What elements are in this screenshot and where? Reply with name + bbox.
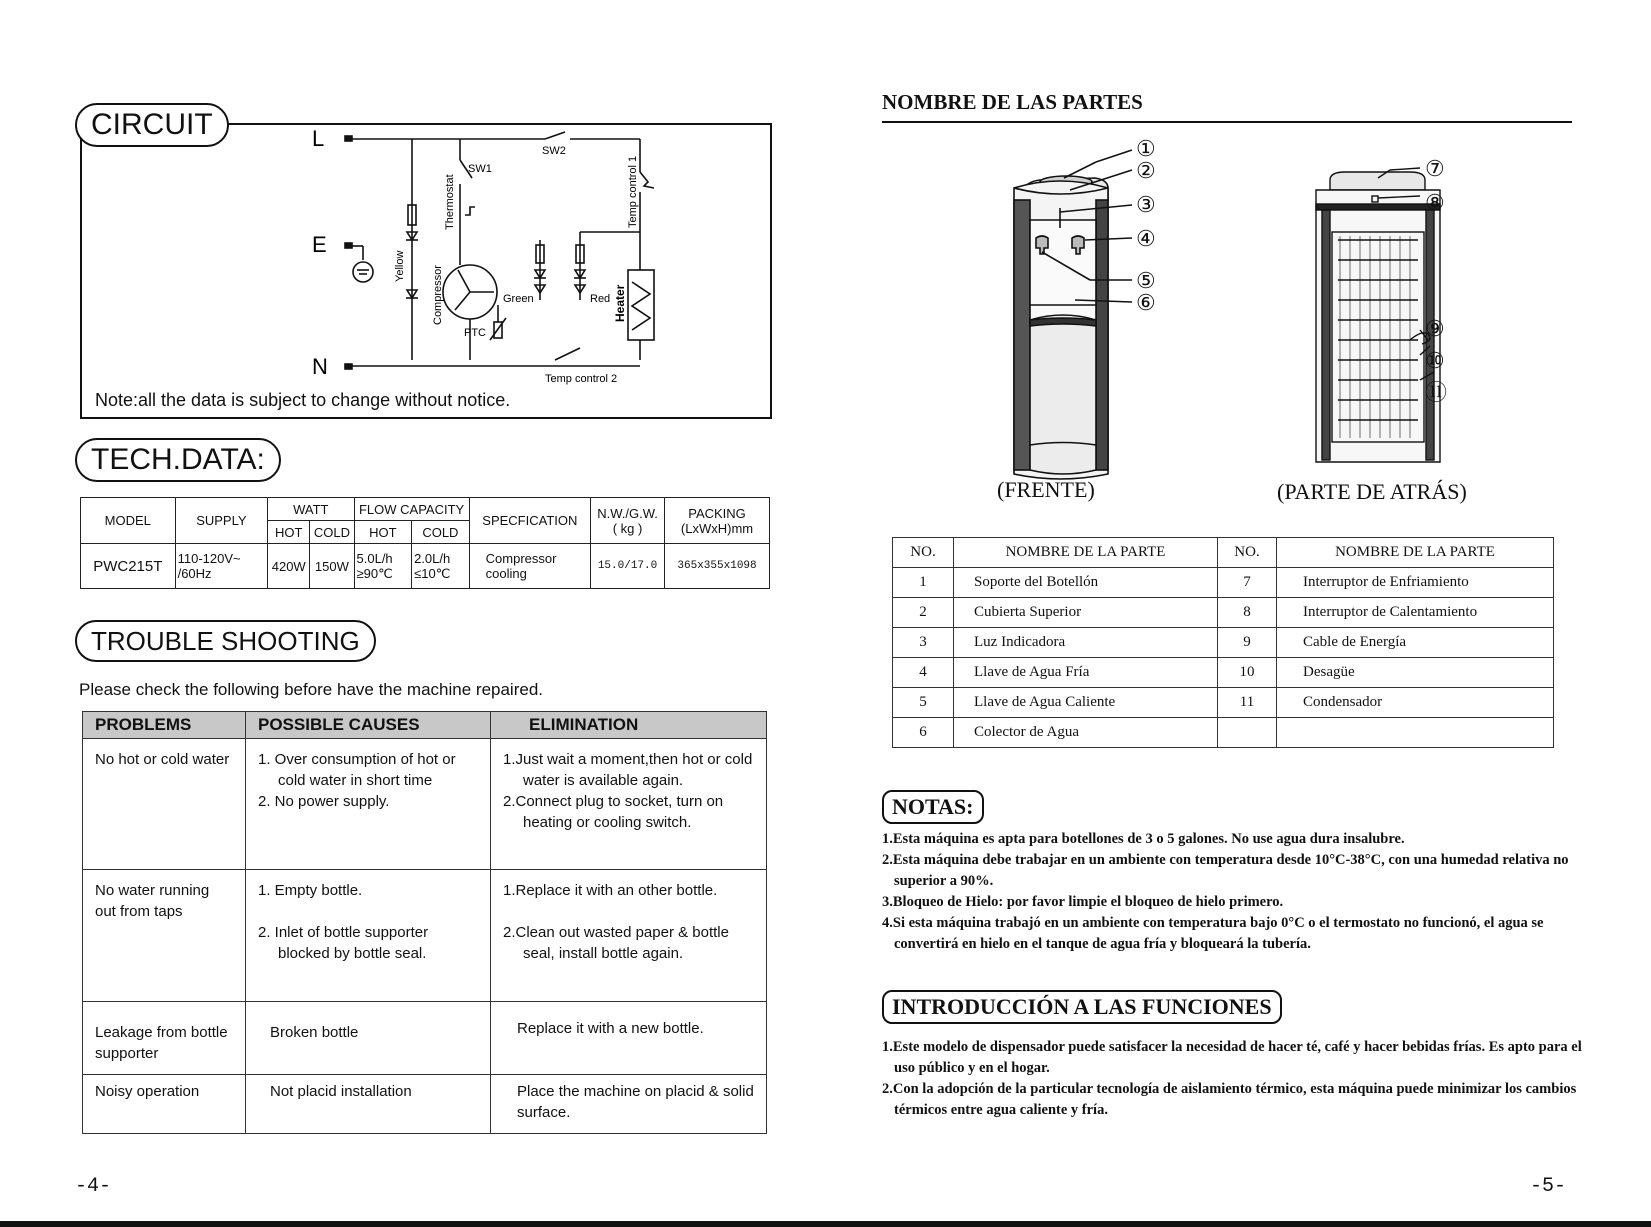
trouble-intro: Please check the following before have the machine repaired. [79,680,544,699]
tech-header-nwgw-label: N.W./G.W. [597,505,658,521]
tech-header-flow: FLOW CAPACITY [354,498,469,521]
circuit-label-green: Green [503,293,534,305]
parts-row [893,718,1554,748]
part-no-empty [1218,718,1277,748]
circuit-label-temp-control-1: Temp control 1 [627,155,639,228]
trouble-cause-item: Broken bottle [246,1002,491,1075]
circuit-label-n: N [312,354,328,379]
part-no: 6 [893,718,954,748]
tech-flow-cold-rate: 2.0L/h [414,550,451,566]
trouble-row [83,1075,767,1134]
tech-data-table [80,497,770,589]
part-no: 5 [893,688,954,718]
callout-4: ④ [1136,226,1156,251]
trouble-problem: Leakage from bottle supporter [83,1002,246,1075]
notes-list [882,829,1572,955]
front-caption: (FRENTE) [997,477,1095,502]
part-name: Cubierta Superior [954,598,1218,628]
trouble-causes [246,870,491,1002]
tech-packing: 365x355x1098 [665,544,770,589]
parts-title-rule [882,121,1572,123]
parts-title: NOMBRE DE LAS PARTES [882,90,1143,114]
part-no: 10 [1218,658,1277,688]
tech-flow-cold [412,544,470,589]
tech-header-hot: HOT [268,521,310,544]
tech-header-nwgw [591,498,665,544]
part-no: 9 [1218,628,1277,658]
trouble-elimination-item: Place the machine on placid & solid surface. [491,1075,767,1134]
tech-header-cold: COLD [310,521,354,544]
trouble-title: TROUBLE SHOOTING [75,620,376,662]
part-no: 7 [1218,568,1277,598]
page-number-left: -4- [75,1175,112,1198]
part-no: 11 [1218,688,1277,718]
intro-list [882,1037,1582,1121]
notes-title: NOTAS: [882,790,984,824]
tech-flow-hot-temp: ≥90℃ [356,565,393,581]
part-no: 3 [893,628,954,658]
trouble-elimination-item: 2.Connect plug to socket, turn on heating or cooling switch. [503,793,724,831]
tech-header-flow-cold: COLD [412,521,470,544]
page-number-right: -5- [1530,1175,1567,1198]
parts-header-name: NOMBRE DE LA PARTE [954,538,1218,568]
part-no: 2 [893,598,954,628]
front-view-illustration [1000,136,1200,480]
tech-header-supply: SUPPLY [175,498,268,544]
circuit-note: Note:all the data is subject to change without notice. [95,390,511,410]
callout-1: ① [1136,136,1156,161]
callout-3: ③ [1136,192,1156,217]
trouble-problem: No water running out from taps [83,870,246,1002]
tech-spec-line-2: cooling [485,566,527,581]
back-caption: (PARTE DE ATRÁS) [1277,479,1467,504]
tech-supply [175,544,268,589]
trouble-causes [246,739,491,870]
callout-9: ⑨ [1425,316,1445,341]
circuit-label-yellow: Yellow [394,250,406,282]
parts-row [893,658,1554,688]
trouble-cause-item: 2. No power supply. [258,793,390,810]
parts-table [892,537,1554,748]
part-name: Condensador [1277,688,1554,718]
tech-spec-line-1: Compressor [485,551,557,566]
tech-header-packing-unit: (LxWxH)mm [680,520,754,536]
parts-header-name-2: NOMBRE DE LA PARTE [1277,538,1554,568]
tech-header-watt: WATT [268,498,354,521]
circuit-label-sw2: SW2 [542,145,566,157]
circuit-diagram [0,0,780,420]
circuit-label-heater: Heater [613,284,627,322]
tech-flow-hot [354,544,412,589]
part-name: Luz Indicadora [954,628,1218,658]
trouble-elimination-item: 1.Replace it with an other bottle. [503,882,718,899]
trouble-elimination-item: Replace it with a new bottle. [491,1002,767,1075]
notes-item: 4.Si esta máquina trabajó en un ambiente con temperatura bajo 0°C o el termostato no funcionó, el agua se convertirá en hielo en el tanque de agua fría y bloqueará la tubería. [882,915,1544,952]
part-no: 1 [893,568,954,598]
parts-row [893,598,1554,628]
page-bottom-edge [0,1221,1651,1227]
tech-supply-voltage: 110-120V~ [177,551,241,566]
trouble-elimination [491,739,767,870]
part-name: Interruptor de Enfriamiento [1277,568,1554,598]
part-name: Llave de Agua Caliente [954,688,1218,718]
callout-7: ⑦ [1425,156,1445,181]
tech-header-spec: SPECFICATION [469,498,590,544]
trouble-cause-item: 1. Over consumption of hot or cold water in short time [258,751,456,789]
notes-item: 3.Bloqueo de Hielo: por favor limpie el bloqueo de hielo primero. [882,894,1284,910]
callout-11: ⑪ [1425,380,1448,405]
circuit-label-l: L [312,126,325,151]
trouble-table [82,711,767,1134]
tech-header-kg: ( kg ) [612,520,643,536]
parts-header-no-2: NO. [1218,538,1277,568]
intro-item: 2.Con la adopción de la particular tecnología de aislamiento térmico, esta máquina puede minimizar los cambios térmicos entre agua caliente y fría. [882,1081,1577,1118]
parts-row [893,688,1554,718]
back-view-illustration [1300,150,1480,470]
tech-watt-cold: 150W [310,544,354,589]
tech-watt-hot: 420W [268,544,310,589]
trouble-header-problems: PROBLEMS [83,712,246,739]
part-name: Soporte del Botellón [954,568,1218,598]
trouble-row [83,1002,767,1075]
tech-title: TECH.DATA: [75,438,281,482]
circuit-label-thermostat: Thermostat [444,174,456,230]
callout-8: ⑧ [1425,190,1445,215]
trouble-header-elimination: ELIMINATION [491,712,767,739]
trouble-problem: Noisy operation [83,1075,246,1134]
trouble-row [83,739,767,870]
circuit-label-temp-control-2: Temp control 2 [545,373,618,385]
parts-header-no: NO. [893,538,954,568]
trouble-row [83,870,767,1002]
circuit-label-e: E [312,232,327,257]
notes-item: 2.Esta máquina debe trabajar en un ambiente con temperatura desde 10°C-38°C, con una humedad relativa no superior a 90%. [882,852,1569,889]
intro-item: 1.Este modelo de dispensador puede satisfacer la necesidad de hacer té, café y hacer bebidas frías. Es apto para el uso público y en el hogar. [882,1039,1582,1076]
trouble-cause-item: 2. Inlet of bottle supporter blocked by bottle seal. [258,924,429,962]
tech-flow-hot-rate: 5.0L/h [356,550,393,566]
circuit-label-sw1: SW1 [468,163,492,175]
circuit-title: CIRCUIT [75,103,229,147]
circuit-label-red: Red [590,293,611,305]
callout-6: ⑥ [1136,290,1156,315]
tech-supply-frequency: /60Hz [177,566,212,581]
trouble-header-causes: POSSIBLE CAUSES [246,712,491,739]
part-name: Colector de Agua [954,718,1218,748]
trouble-elimination-item: 2.Clean out wasted paper & bottle seal, install bottle again. [503,924,729,962]
tech-nwgw: 15.0/17.0 [591,544,665,589]
tech-header-flow-hot: HOT [354,521,412,544]
tech-spec [469,544,590,589]
tech-header-packing [665,498,770,544]
part-name: Interruptor de Calentamiento [1277,598,1554,628]
part-no: 8 [1218,598,1277,628]
trouble-problem: No hot or cold water [83,739,246,870]
part-name: Desagüe [1277,658,1554,688]
part-name: Cable de Energía [1277,628,1554,658]
callout-2: ② [1136,158,1156,183]
trouble-elimination [491,870,767,1002]
parts-row [893,628,1554,658]
parts-row [893,568,1554,598]
circuit-label-ptc: PTC [464,327,486,339]
callout-5: ⑤ [1136,268,1156,293]
notes-item: 1.Esta máquina es apta para botellones de 3 o 5 galones. No use agua dura insalubre. [882,831,1405,847]
part-name: Llave de Agua Fría [954,658,1218,688]
callout-10: ⑩ [1425,348,1445,373]
trouble-cause-item: 1. Empty bottle. [258,882,363,899]
tech-header-model: MODEL [81,498,176,544]
tech-header-packing-label: PACKING [688,505,746,521]
intro-title: INTRODUCCIÓN A LAS FUNCIONES [882,990,1282,1024]
trouble-elimination-item: 1.Just wait a moment,then hot or cold water is available again. [503,751,753,789]
tech-model: PWC215T [81,544,176,589]
trouble-cause-item: Not placid installation [246,1075,491,1134]
part-no: 4 [893,658,954,688]
circuit-label-compressor: Compressor [432,265,444,325]
tech-flow-cold-temp: ≤10℃ [414,565,451,581]
part-name-empty [1277,718,1554,748]
